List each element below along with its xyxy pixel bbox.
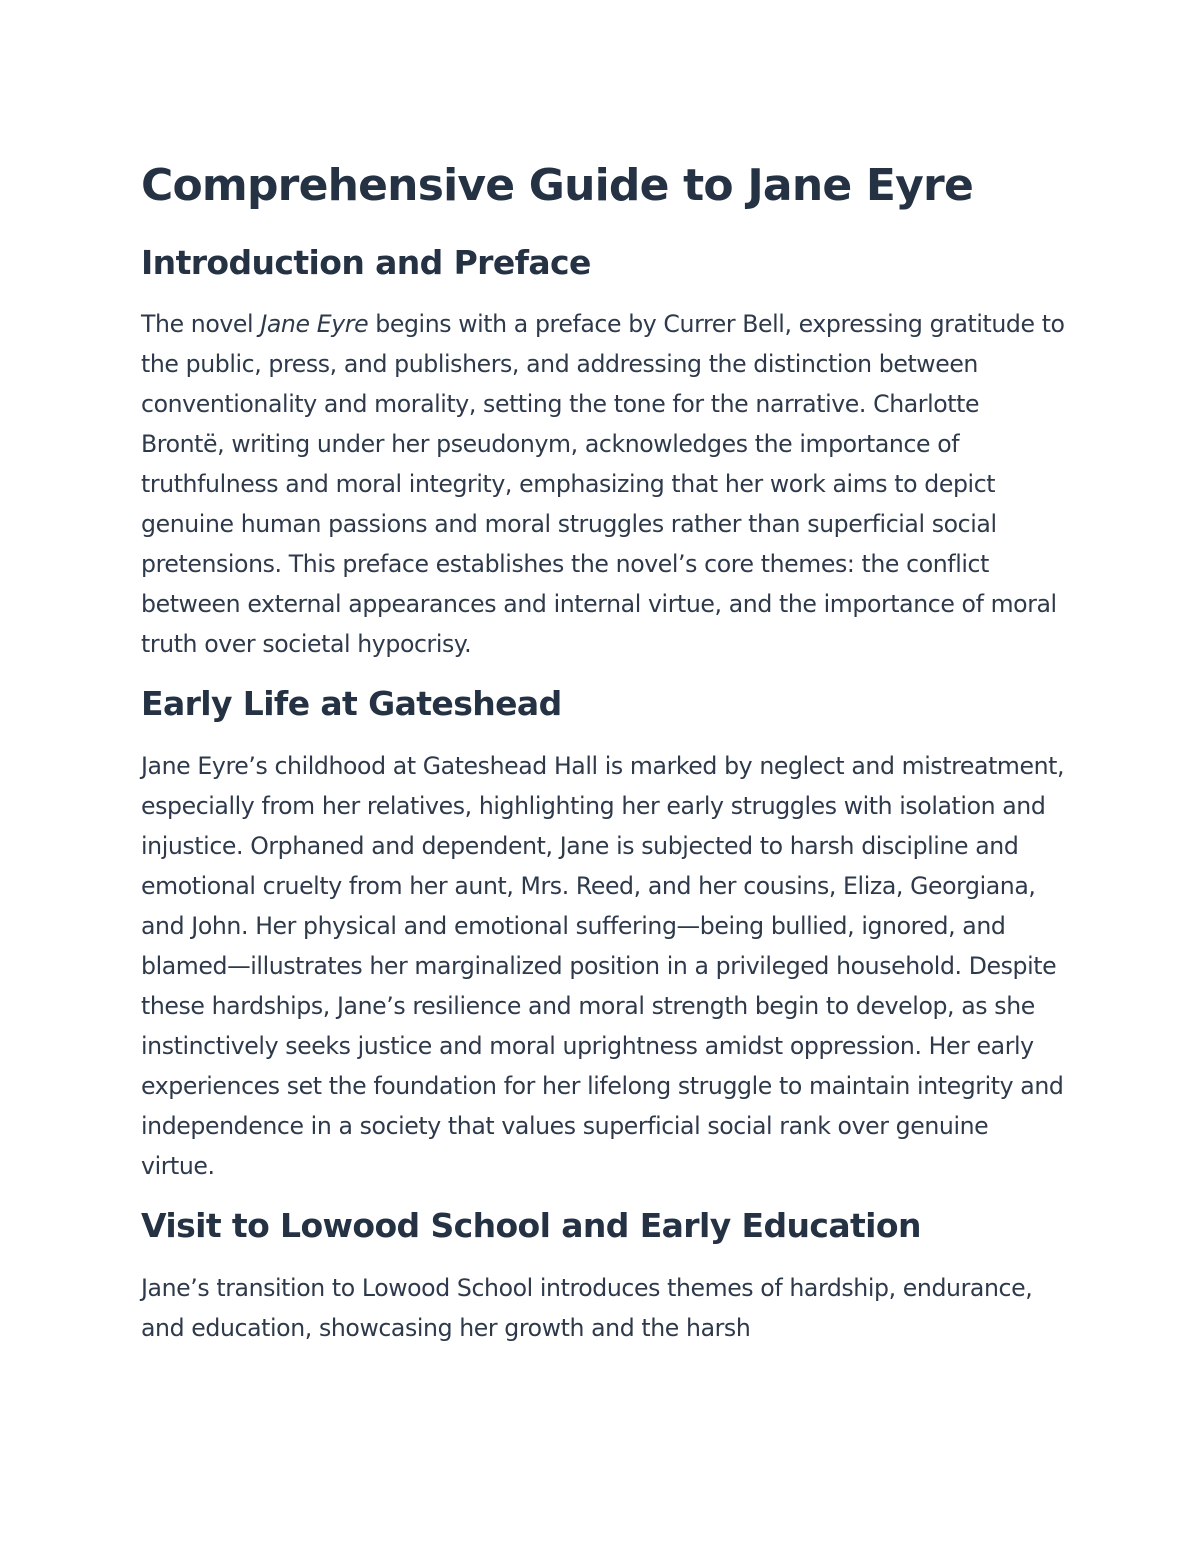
section-heading: Early Life at Gateshead <box>141 684 562 724</box>
paragraph-text: begins with a preface by Currer Bell, expressing gratitude to the public, press, and publishers, and addressing the distinction between conventionality and morality, setting the tone for the narrative. Charlotte Brontë, writing under her pseudonym, acknowledges the importance of truthfulness and moral integrity, emphasizing that her work aims to depict genuine human passions and moral struggles rather than superficial social pretensions. This preface establishes the novel’s core themes: the conflict between external appearances and internal virtue, and the importance of moral truth over societal hypocrisy. <box>141 310 1065 659</box>
document-page <box>141 160 1066 1368</box>
section-paragraph: Jane Eyre’s childhood at Gateshead Hall is marked by neglect and mistreatment, especially from her relatives, highlighting her early struggles with isolation and injustice. Orphaned and dependent, Jane is subjected to harsh discipline and emotional cruelty from her aunt, Mrs. Reed, and her cousins, Eliza, Georgiana, and John. Her physical and emotional suffering—being bullied, ignored, and blamed—illustrates her marginalized position in a privileged household. Despite these hardships, Jane’s resilience and moral strength begin to develop, as she instinctively seeks justice and moral uprightness amidst oppression. Her early experiences set the foundation for her lifelong struggle to maintain integrity and independence in a society that values superficial social rank over genuine virtue. <box>141 751 1065 1180</box>
section-introduction-and-preface <box>141 243 1066 665</box>
book-title-italic: Jane Eyre <box>260 310 369 339</box>
section-early-life-at-gateshead <box>141 684 1066 1186</box>
section-heading: Visit to Lowood School and Early Education <box>141 1205 921 1245</box>
section-visit-to-lowood-school <box>141 1206 1066 1348</box>
section-paragraph: Jane’s transition to Lowood School introduces themes of hardship, endurance, and education, showcasing her growth and the harsh <box>141 1273 1033 1342</box>
section-heading: Introduction and Preface <box>141 242 591 282</box>
document-title: Comprehensive Guide to Jane Eyre <box>141 160 973 211</box>
paragraph-text: The novel <box>141 310 261 339</box>
section-paragraph <box>141 304 1066 664</box>
